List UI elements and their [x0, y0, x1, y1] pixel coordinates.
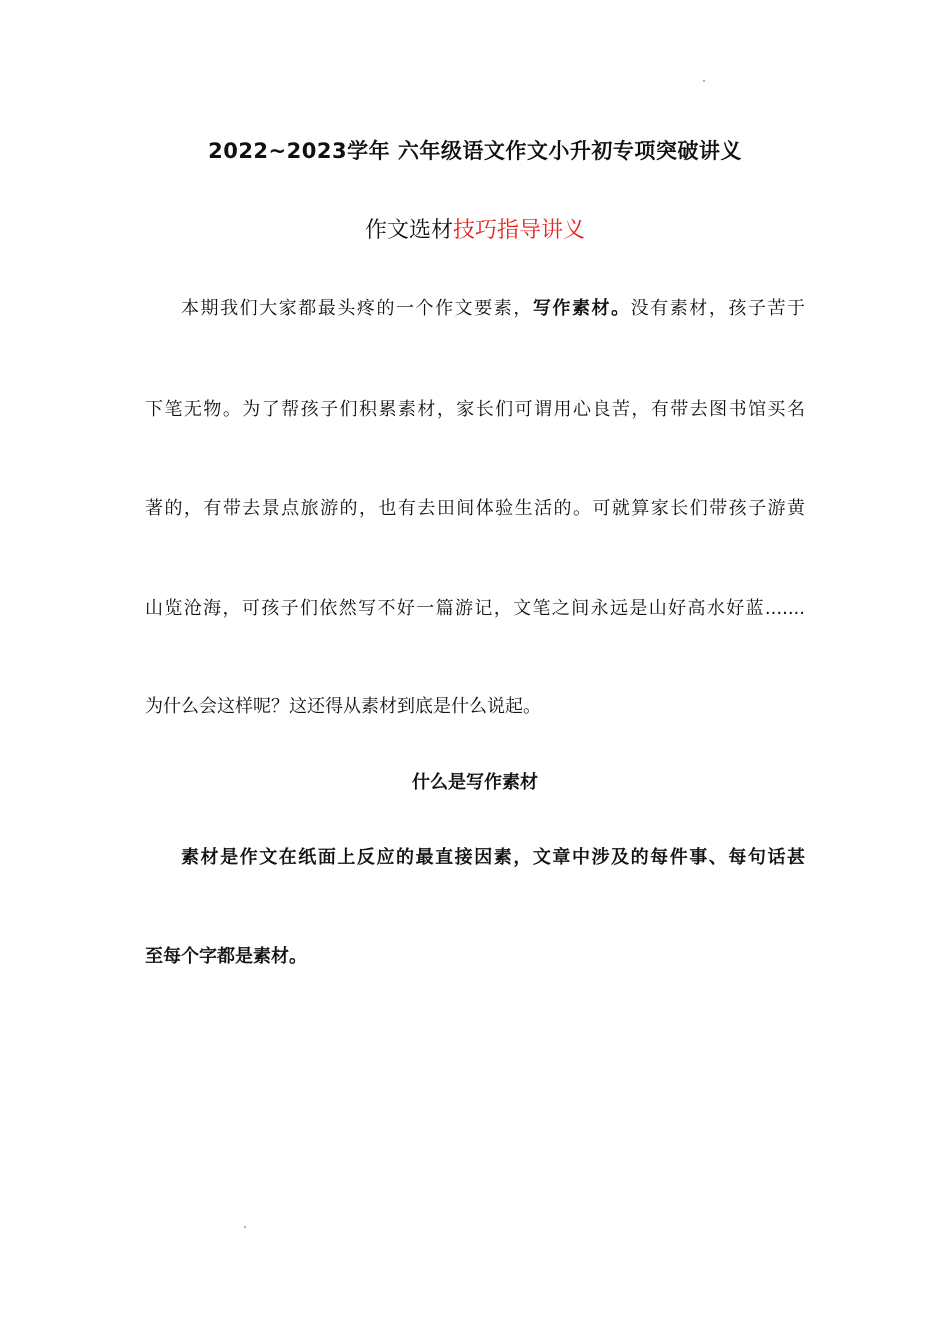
paragraph1-line3: 著的，有带去景点旅游的，也有去田间体验生活的。可就算家长们带孩子游黄 — [145, 498, 805, 519]
subtitle-red-part: 技巧指导讲义 — [453, 218, 586, 243]
page-mark-dot — [244, 1226, 246, 1228]
paragraph1-line2: 下笔无物。为了帮孩子们积累素材，家长们可谓用心良苦，有带去图书馆买名 — [145, 399, 805, 420]
paragraph1-line4: 山览沧海，可孩子们依然写不好一篇游记，文笔之间永远是山好高水好蓝....... — [145, 598, 805, 619]
paragraph2-line2: 至每个字都是素材。 — [145, 946, 307, 967]
document-title: 2022~2023学年 六年级语文作文小升初专项突破讲义 — [208, 139, 742, 163]
paragraph1-line1-text: 本期我们大家都最头疼的一个作文要素， — [181, 298, 533, 319]
document-subtitle — [0, 213, 950, 244]
paragraph1-bold-phrase: 写作素材。 — [532, 298, 631, 319]
section-heading: 什么是写作素材 — [412, 772, 538, 793]
paragraph1-line1 — [145, 296, 805, 322]
paragraph1-line5: 为什么会这样呢？这还得从素材到底是什么说起。 — [145, 696, 541, 717]
subtitle-black-part: 作文选材 — [364, 218, 453, 243]
page-mark-dot — [703, 80, 705, 82]
paragraph1-line1-tail: 没有素材，孩子苦于 — [630, 298, 805, 319]
paragraph2-line1: 素材是作文在纸面上反应的最直接因素，文章中涉及的每件事、每句话甚 — [181, 847, 805, 868]
